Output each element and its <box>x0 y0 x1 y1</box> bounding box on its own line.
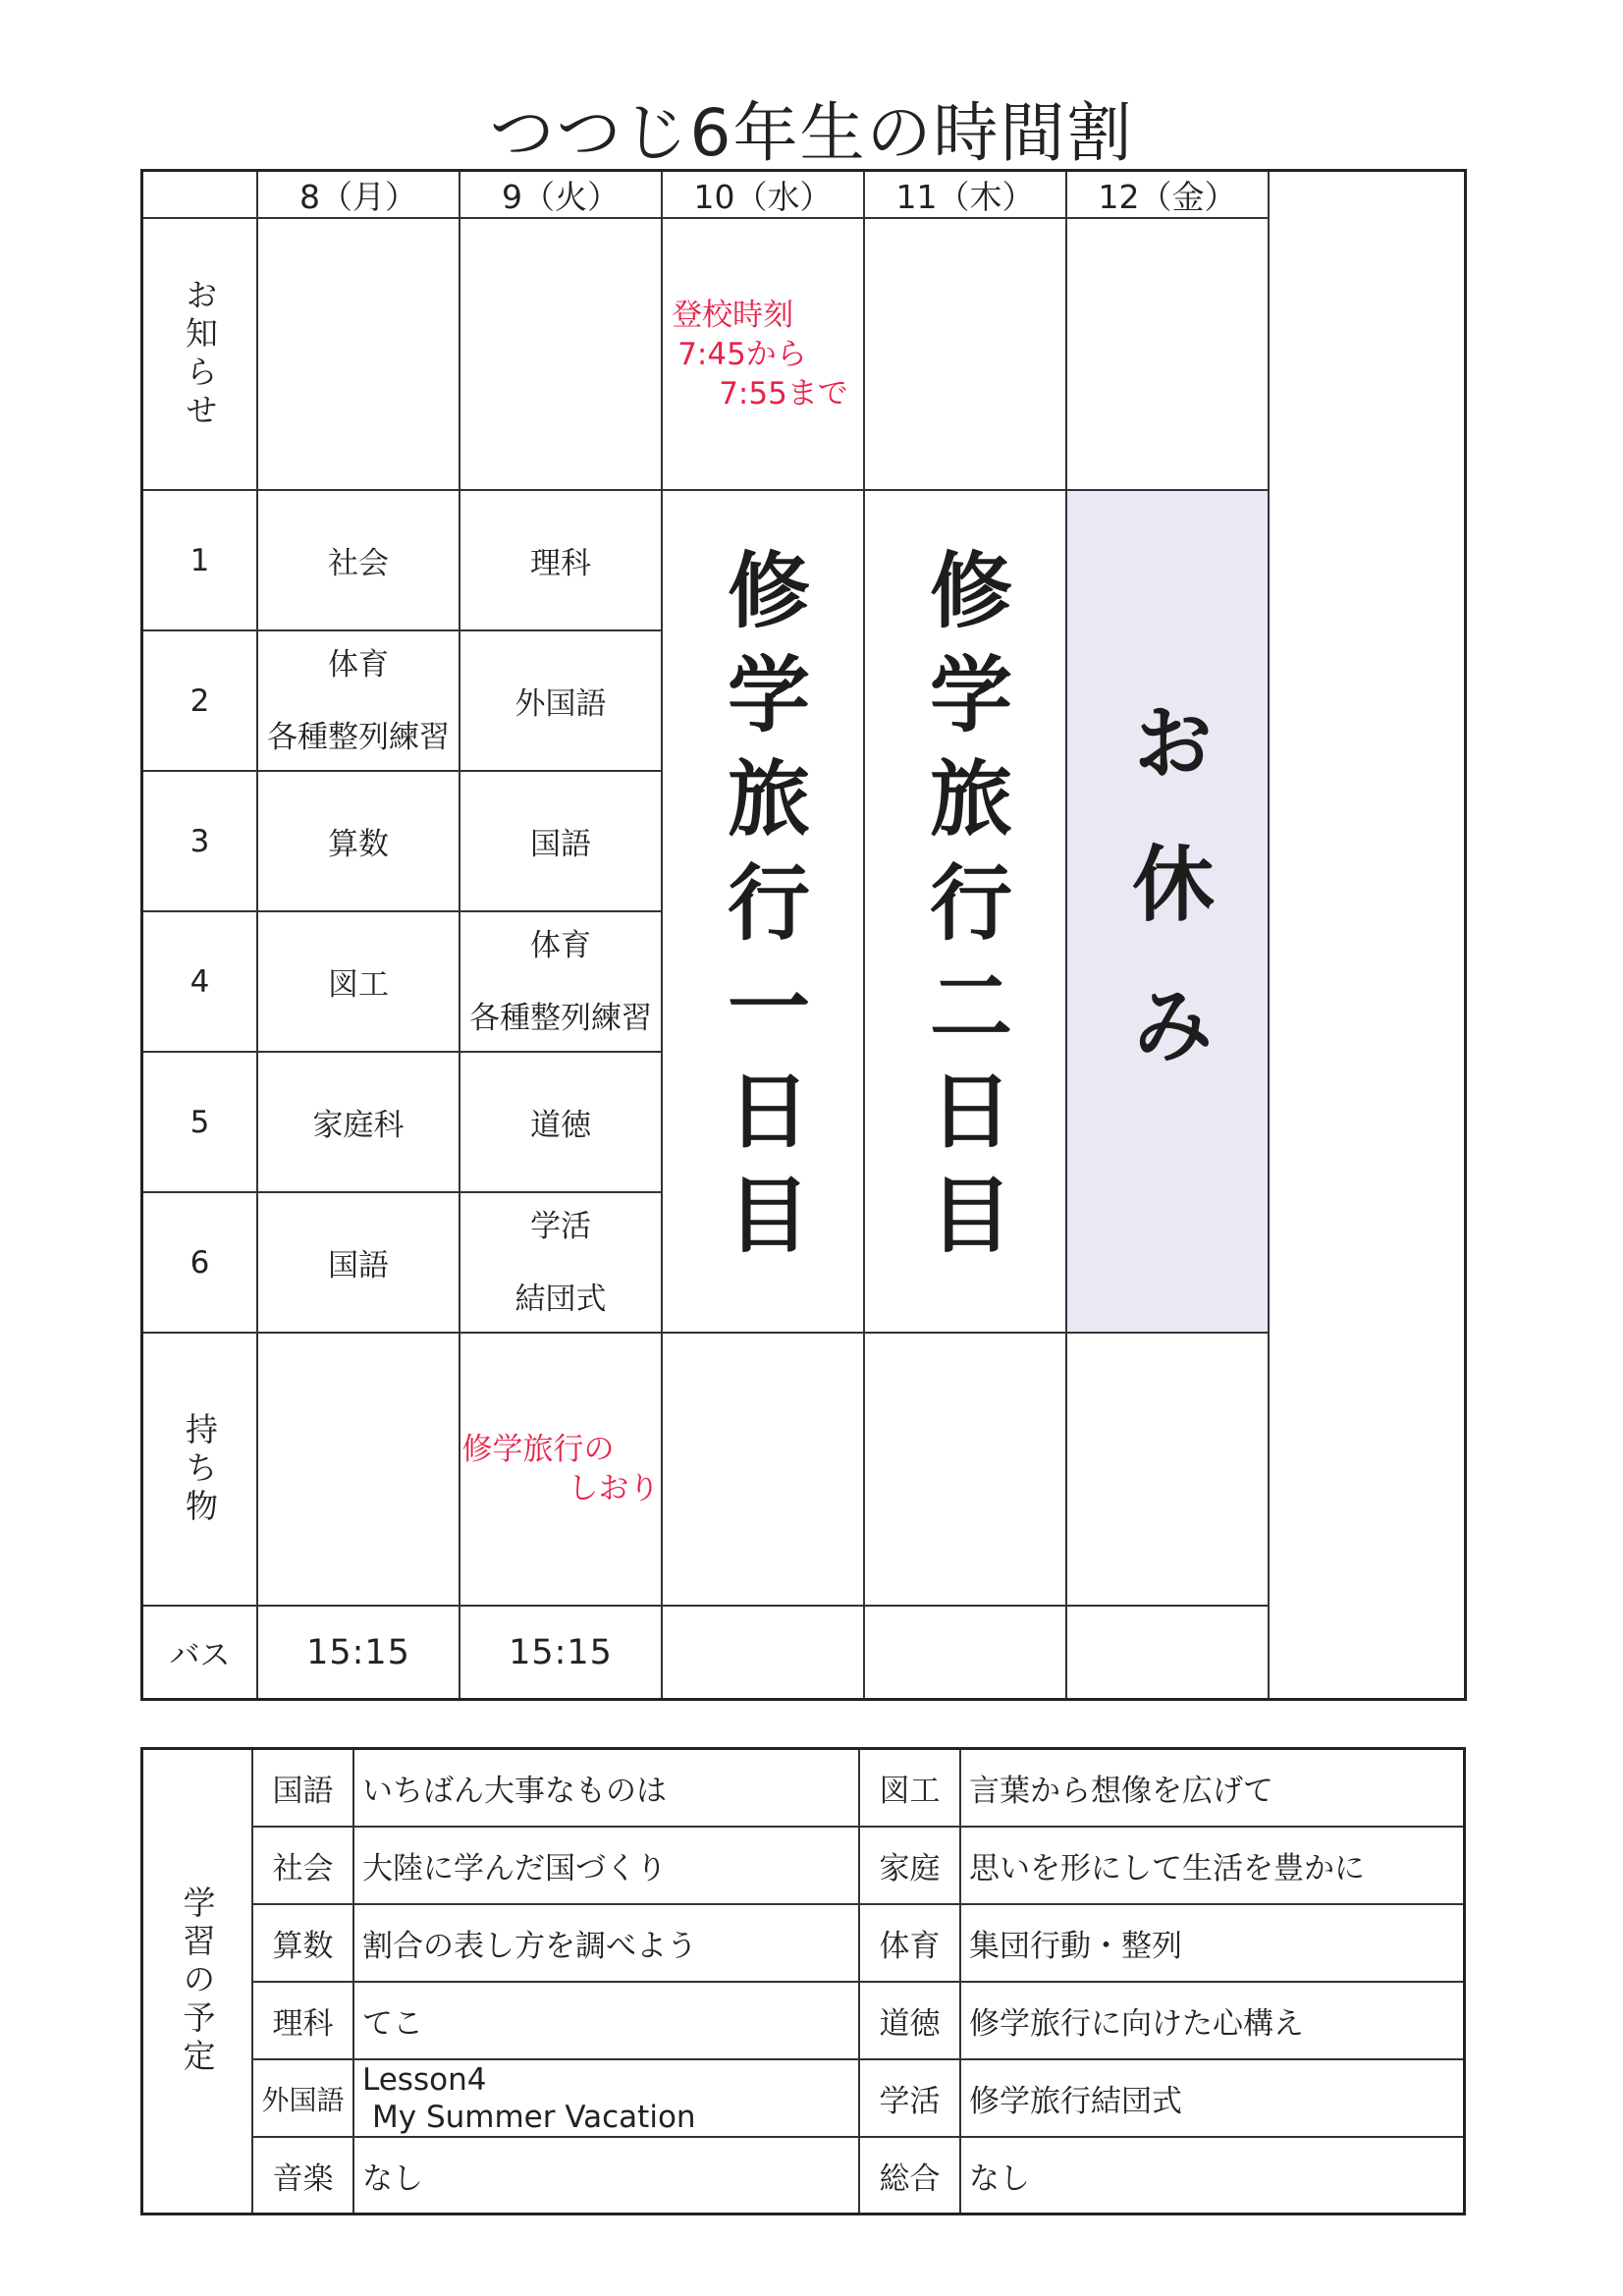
mon-period-4: 図工 <box>258 912 460 1053</box>
items-tue <box>460 1334 663 1607</box>
notice-fri <box>1067 219 1270 491</box>
plan-right-topic-2: 思いを形にして生活を豊かに <box>961 1828 1463 1905</box>
plan-left-subject-5: 外国語 <box>253 2060 354 2138</box>
items-wed <box>663 1334 865 1607</box>
tue-period-5: 道徳 <box>460 1053 663 1193</box>
plan-right-topic-3: 集団行動・整列 <box>961 1905 1463 1983</box>
period-label-4: 4 <box>143 912 258 1053</box>
items-mon <box>258 1334 460 1607</box>
notice-wed-line2: 7:45から <box>677 336 807 372</box>
bus-fri <box>1067 1607 1270 1698</box>
notice-mon <box>258 219 460 491</box>
mon-period-6: 国語 <box>258 1193 460 1334</box>
bus-wed <box>663 1607 865 1698</box>
row-label-notice: お知らせ <box>143 219 258 491</box>
timetable <box>140 169 1467 1701</box>
thu-trip-block: 修学旅行二日目 <box>865 491 1067 1334</box>
plan-right-subject-4: 道徳 <box>860 1983 961 2060</box>
day-header-mon: 8（月） <box>258 172 460 219</box>
mon-period-2: 体育 各種整列練習 <box>258 631 460 772</box>
plan-right-subject-6: 総合 <box>860 2138 961 2213</box>
plan-right-subject-5: 学活 <box>860 2060 961 2138</box>
period-label-6: 6 <box>143 1193 258 1334</box>
fri-holiday-block: お休み <box>1067 491 1270 1334</box>
tue-period-3: 国語 <box>460 772 663 912</box>
notice-wed <box>663 219 865 491</box>
period-label-3: 3 <box>143 772 258 912</box>
period-label-5: 5 <box>143 1053 258 1193</box>
plan-label: 学習の予定 <box>143 1750 253 2213</box>
plan-left-topic-3: 割合の表し方を調べよう <box>354 1905 860 1983</box>
bus-mon: 15:15 <box>258 1607 460 1698</box>
plan-left-topic-5: Lesson4 My Summer Vacation <box>354 2060 860 2138</box>
plan-left-topic-2: 大陸に学んだ国づくり <box>354 1828 860 1905</box>
day-header-tue: 9（火） <box>460 172 663 219</box>
bus-tue: 15:15 <box>460 1607 663 1698</box>
plan-left-topic-6: なし <box>354 2138 860 2213</box>
wed-trip-block: 修学旅行一日目 <box>663 491 865 1334</box>
period-label-2: 2 <box>143 631 258 772</box>
plan-right-subject-1: 図工 <box>860 1750 961 1828</box>
tue-period-2: 外国語 <box>460 631 663 772</box>
tue-period-6: 学活 結団式 <box>460 1193 663 1334</box>
plan-left-topic-1: いちばん大事なものは <box>354 1750 860 1828</box>
plan-right-subject-2: 家庭 <box>860 1828 961 1905</box>
tue-period-4: 体育 各種整列練習 <box>460 912 663 1053</box>
mon-period-3: 算数 <box>258 772 460 912</box>
row-label-items: 持ち物 <box>143 1334 258 1607</box>
items-tue-line2: しおり <box>568 1471 660 1506</box>
corner-cell <box>143 172 258 219</box>
plan-right-subject-3: 体育 <box>860 1905 961 1983</box>
notice-wed-line3: 7:55まで <box>719 375 848 411</box>
plan-left-subject-3: 算数 <box>253 1905 354 1983</box>
notice-thu <box>865 219 1067 491</box>
period-label-1: 1 <box>143 491 258 631</box>
page-title: つつじ6年生の時間割 <box>489 95 1134 171</box>
items-thu <box>865 1334 1067 1607</box>
plan-right-topic-4: 修学旅行に向けた心構え <box>961 1983 1463 2060</box>
day-header-fri: 12（金） <box>1067 172 1270 219</box>
day-header-thu: 11（木） <box>865 172 1067 219</box>
plan-right-topic-5: 修学旅行結団式 <box>961 2060 1463 2138</box>
learning-plan <box>140 1747 1466 2215</box>
row-label-bus: バス <box>143 1607 258 1698</box>
plan-left-subject-2: 社会 <box>253 1828 354 1905</box>
day-header-wed: 10（水） <box>663 172 865 219</box>
plan-left-subject-4: 理科 <box>253 1983 354 2060</box>
plan-left-subject-6: 音楽 <box>253 2138 354 2213</box>
bus-thu <box>865 1607 1067 1698</box>
notice-tue <box>460 219 663 491</box>
plan-right-topic-6: なし <box>969 2160 1030 2197</box>
plan-right-topic-1: 言葉から想像を広げて <box>961 1750 1463 1828</box>
plan-left-subject-1: 国語 <box>253 1750 354 1828</box>
mon-period-5: 家庭科 <box>258 1053 460 1193</box>
items-fri <box>1067 1334 1270 1607</box>
mon-period-1: 社会 <box>258 491 460 631</box>
items-tue-line1: 修学旅行の <box>461 1432 615 1467</box>
plan-left-topic-4: てこ <box>354 1983 860 2060</box>
notice-wed-line1: 登校時刻 <box>672 297 794 333</box>
tue-period-1: 理科 <box>460 491 663 631</box>
